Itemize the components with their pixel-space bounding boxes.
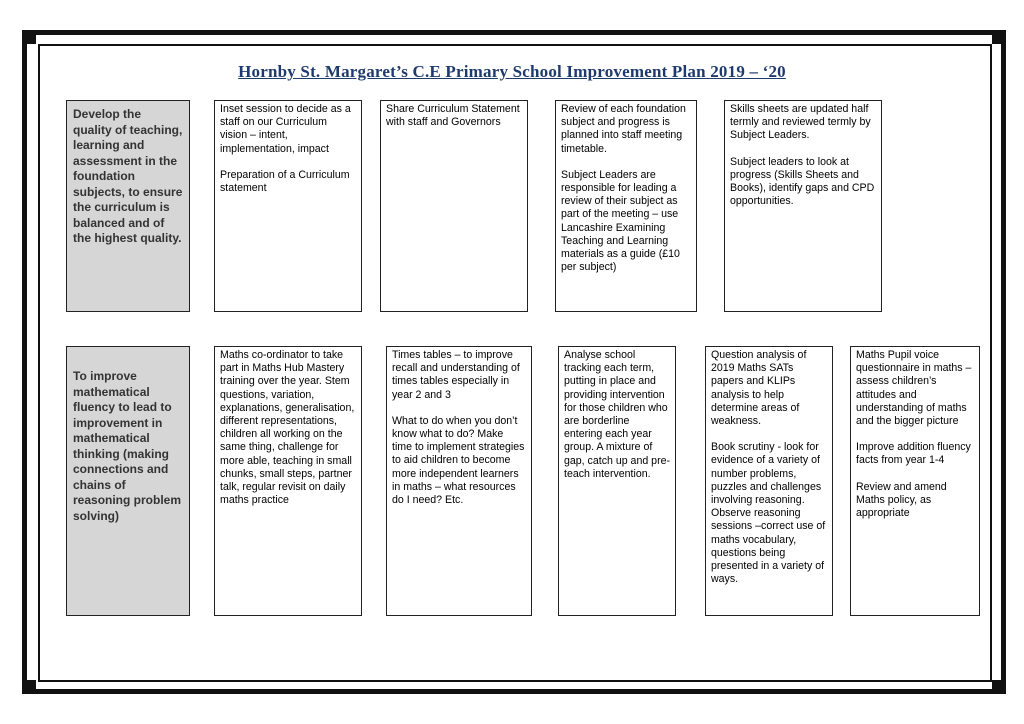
action-text: Subject leaders to look at progress (Skills Sheets and Books), identify gaps and CPD opportunities. [730, 155, 875, 208]
action-box [850, 346, 980, 616]
objective-mathematical-fluency: To improve mathematical fluency to lead to improvement in mathematical thinking (making connections and chains of reasoning problem solving) [66, 346, 190, 616]
action-text: Improve addition fluency facts from year 1-4 [856, 441, 971, 467]
action-text: Maths Pupil voice questionnaire in maths – assess children’s attitudes and understanding of maths and the bigger picture [856, 349, 972, 428]
action-text: Skills sheets are updated half termly and reviewed termly by Subject Leaders. [730, 103, 871, 142]
action-box [214, 346, 362, 616]
action-box [705, 346, 833, 616]
action-text: Question analysis of 2019 Maths SATs papers and KLIPs analysis to help determine areas of weakness. [711, 349, 807, 428]
action-text: What to do when you don’t know what to do? Make time to implement strategies to aid children to become more independent learners in maths – what resources do I need? Etc. [392, 414, 525, 507]
action-text: Analyse school tracking each term, putting in place and providing intervention for those children who are borderline entering each year group. A mixture of gap, catch up and pre-teach intervention. [564, 349, 671, 480]
action-box [724, 100, 882, 312]
border-corner [992, 30, 1006, 44]
border-corner [992, 680, 1006, 694]
objective-foundation-subjects: Develop the quality of teaching, learning and assessment in the foundation subjects, to ensure the curriculum is balanced and of the highest quality. [66, 100, 190, 312]
action-text: Review of each foundation subject and progress is planned into staff meeting timetable. [561, 103, 686, 155]
action-text: Preparation of a Curriculum statement [220, 168, 350, 195]
border-corner [22, 680, 36, 694]
page-title: Hornby St. Margaret’s C.E Primary School Improvement Plan 2019 – ‘20 [238, 62, 786, 81]
action-text: Subject Leaders are responsible for leading a review of their subject as part of the meeting – use Lancashire Examining Teaching and Learning materials as a guide (£10 per subject) [561, 168, 680, 274]
action-text: Review and amend Maths policy, as appropriate [856, 480, 947, 520]
action-box [558, 346, 676, 616]
action-text: Times tables – to improve recall and understanding of times tables especially in year 2 and 3 [392, 349, 520, 401]
action-box [555, 100, 697, 312]
border-corner [22, 30, 36, 44]
action-text: Maths co-ordinator to take part in Maths Hub Mastery training over the year. Stem questions, variation, explanations, generalisation, different representations, children all working on the same thing, challenge for more able, teaching in small chunks, small steps, partner talk, regular revisit on daily maths practice [220, 349, 355, 507]
action-box [380, 100, 528, 312]
action-box [214, 100, 362, 312]
action-box [386, 346, 532, 616]
action-text: Inset session to decide as a staff on our Curriculum vision – intent, implementation, impact [220, 103, 351, 155]
action-text: Book scrutiny - look for evidence of a variety of number problems, puzzles and challenges involving reasoning. Observe reasoning sessions –correct use of maths vocabulary, questions being presented in a variety of ways. [711, 441, 826, 586]
action-text: Share Curriculum Statement with staff and Governors [386, 103, 520, 129]
